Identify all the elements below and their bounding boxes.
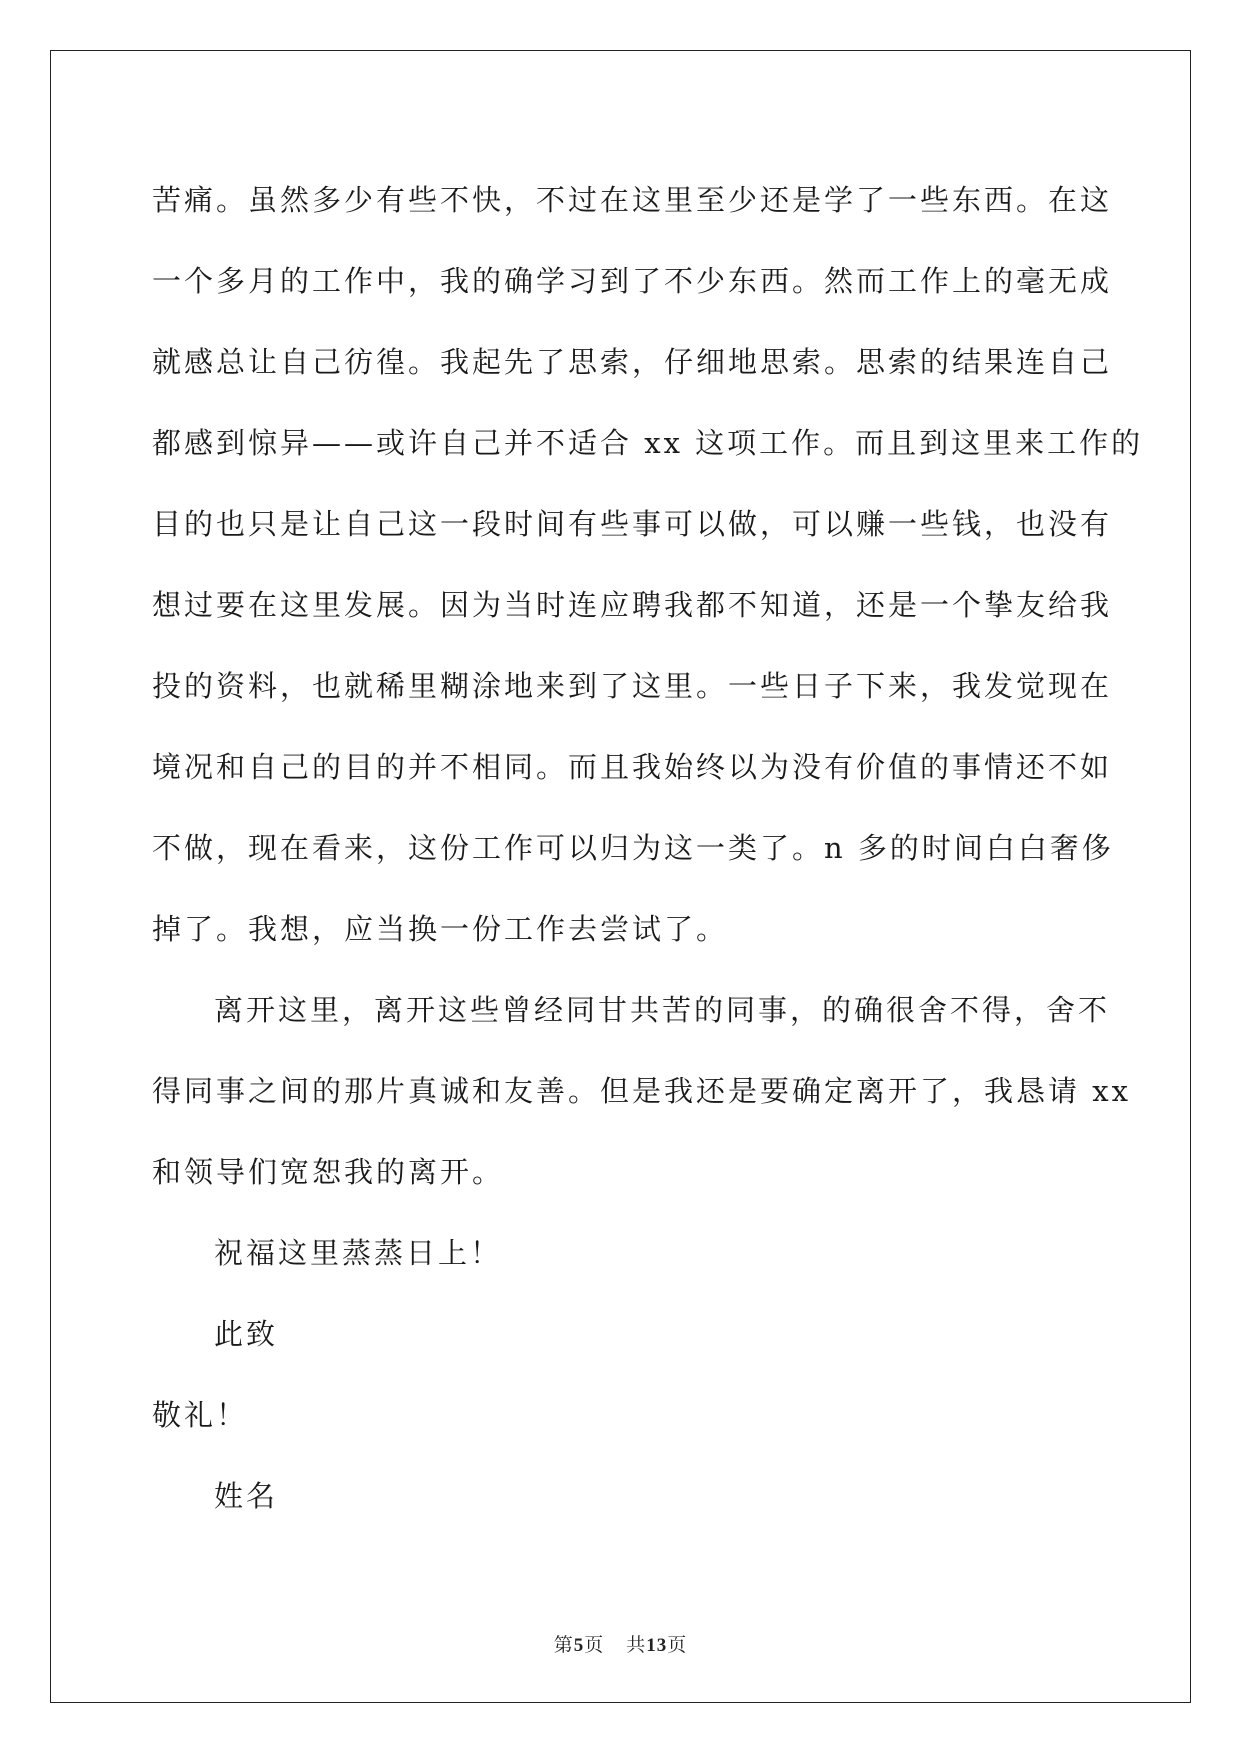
page-number-footer xyxy=(0,1630,1241,1657)
page-suffix: 页 xyxy=(584,1634,605,1656)
text-line: 得同事之间的那片真诚和友善。但是我还是要确定离开了，我恳请 xx xyxy=(152,1074,1131,1108)
signature-name: 姓名 xyxy=(214,1479,279,1513)
text-line: 掉了。我想，应当换一份工作去尝试了。 xyxy=(152,912,729,946)
text-line: 想过要在这里发展。因为当时连应聘我都不知道，还是一个挚友给我 xyxy=(152,588,1113,622)
text-line: 境况和自己的目的并不相同。而且我始终以为没有价值的事情还不如 xyxy=(152,750,1113,784)
text-line: 离开这里，离开这些曾经同甘共苦的同事，的确很舍不得，舍不 xyxy=(214,993,1111,1027)
text-line: 不做，现在看来，这份工作可以归为这一类了。n 多的时间白白奢侈 xyxy=(152,831,1114,865)
total-suffix: 页 xyxy=(667,1634,688,1656)
total-prefix: 共 xyxy=(626,1634,647,1656)
paragraph-farewell xyxy=(152,970,1131,1213)
closing-regards-lead: 此致 xyxy=(214,1317,279,1351)
text-line: 目的也只是让自己这一段时间有些事可以做，可以赚一些钱，也没有 xyxy=(152,507,1113,541)
text-line: 一个多月的工作中，我的确学习到了不少东西。然而工作上的毫无成 xyxy=(152,264,1113,298)
paragraph-reason xyxy=(152,160,1144,970)
closing-wish: 祝福这里蒸蒸日上！ xyxy=(214,1236,503,1270)
text-line: 都感到惊异——或许自己并不适合 xx 这项工作。而且到这里来工作的 xyxy=(152,426,1144,460)
text-line: 和领导们宽恕我的离开。 xyxy=(152,1155,505,1189)
current-page-number: 5 xyxy=(573,1635,585,1656)
text-line: 苦痛。虽然多少有些不快，不过在这里至少还是学了一些东西。在这 xyxy=(152,183,1113,217)
text-line: 就感总让自己彷徨。我起先了思索，仔细地思索。思索的结果连自己 xyxy=(152,345,1113,379)
closing-regards: 敬礼！ xyxy=(152,1398,249,1432)
letter-body xyxy=(152,160,1144,1537)
page-prefix: 第 xyxy=(553,1634,574,1656)
total-page-count: 13 xyxy=(646,1635,668,1656)
text-line: 投的资料，也就稀里糊涂地来到了这里。一些日子下来，我发觉现在 xyxy=(152,669,1113,703)
